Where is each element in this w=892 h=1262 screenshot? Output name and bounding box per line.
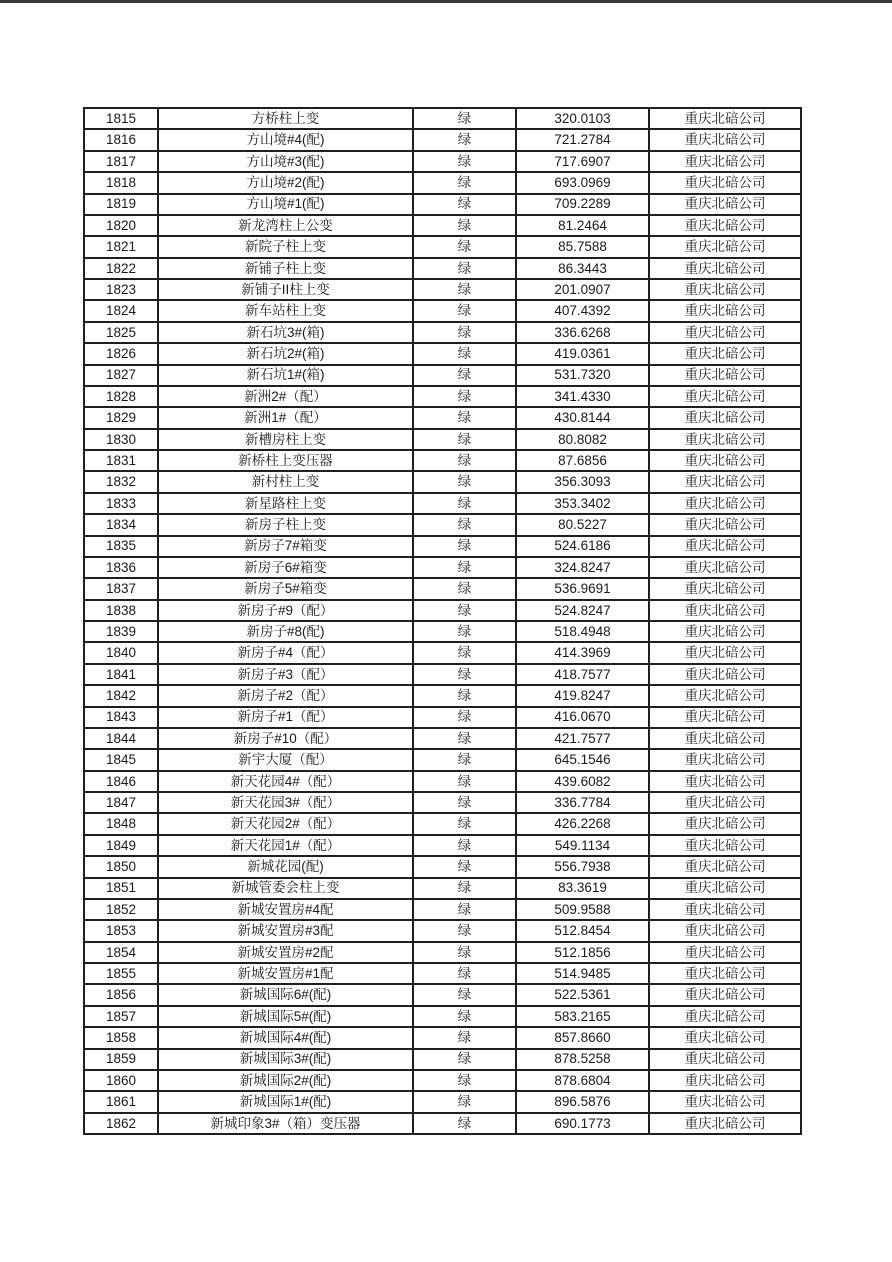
cell-id: 1824 (84, 300, 158, 321)
table-row (84, 279, 801, 300)
cell-value: 336.6268 (516, 322, 649, 343)
cell-status: 绿 (413, 685, 516, 706)
cell-status: 绿 (413, 899, 516, 920)
table-row (84, 1091, 801, 1112)
cell-company: 重庆北碚公司 (649, 920, 801, 941)
cell-company: 重庆北碚公司 (649, 1070, 801, 1091)
cell-company: 重庆北碚公司 (649, 1027, 801, 1048)
table-row (84, 578, 801, 599)
cell-id: 1857 (84, 1006, 158, 1027)
cell-name: 新铺子II柱上变 (158, 279, 413, 300)
cell-id: 1819 (84, 194, 158, 215)
cell-status: 绿 (413, 386, 516, 407)
cell-company: 重庆北碚公司 (649, 429, 801, 450)
table-row (84, 920, 801, 941)
cell-company: 重庆北碚公司 (649, 963, 801, 984)
table-row (84, 236, 801, 257)
table-row (84, 1006, 801, 1027)
table-row (84, 129, 801, 150)
cell-status: 绿 (413, 322, 516, 343)
cell-id: 1858 (84, 1027, 158, 1048)
cell-value: 690.1773 (516, 1113, 649, 1134)
cell-company: 重庆北碚公司 (649, 642, 801, 663)
cell-value: 407.4392 (516, 300, 649, 321)
cell-id: 1845 (84, 749, 158, 770)
cell-value: 518.4948 (516, 621, 649, 642)
table-row (84, 792, 801, 813)
table-row (84, 1027, 801, 1048)
cell-id: 1833 (84, 493, 158, 514)
cell-status: 绿 (413, 707, 516, 728)
cell-status: 绿 (413, 1091, 516, 1112)
table-row (84, 1049, 801, 1070)
cell-company: 重庆北碚公司 (649, 1091, 801, 1112)
cell-name: 新城安置房#1配 (158, 963, 413, 984)
cell-status: 绿 (413, 1027, 516, 1048)
cell-id: 1838 (84, 600, 158, 621)
cell-value: 324.8247 (516, 557, 649, 578)
cell-id: 1821 (84, 236, 158, 257)
cell-name: 新星路柱上变 (158, 493, 413, 514)
cell-value: 721.2784 (516, 129, 649, 150)
cell-value: 514.9485 (516, 963, 649, 984)
table-row (84, 300, 801, 321)
table-row (84, 813, 801, 834)
cell-status: 绿 (413, 215, 516, 236)
cell-value: 83.3619 (516, 878, 649, 899)
cell-id: 1847 (84, 792, 158, 813)
cell-company: 重庆北碚公司 (649, 450, 801, 471)
cell-id: 1852 (84, 899, 158, 920)
cell-company: 重庆北碚公司 (649, 172, 801, 193)
cell-value: 87.6856 (516, 450, 649, 471)
table-row (84, 728, 801, 749)
cell-status: 绿 (413, 429, 516, 450)
cell-id: 1832 (84, 471, 158, 492)
cell-company: 重庆北碚公司 (649, 621, 801, 642)
cell-company: 重庆北碚公司 (649, 151, 801, 172)
cell-id: 1859 (84, 1049, 158, 1070)
top-edge-strip (0, 0, 892, 3)
cell-id: 1840 (84, 642, 158, 663)
cell-value: 419.0361 (516, 343, 649, 364)
cell-name: 新房子#9（配） (158, 600, 413, 621)
table-row (84, 1070, 801, 1091)
table-row (84, 642, 801, 663)
cell-name: 新城花园(配) (158, 856, 413, 877)
cell-id: 1822 (84, 258, 158, 279)
cell-name: 新石坑2#(箱) (158, 343, 413, 364)
cell-name: 新龙湾柱上公变 (158, 215, 413, 236)
cell-status: 绿 (413, 771, 516, 792)
cell-name: 新城国际4#(配) (158, 1027, 413, 1048)
cell-company: 重庆北碚公司 (649, 813, 801, 834)
cell-company: 重庆北碚公司 (649, 835, 801, 856)
table-row (84, 215, 801, 236)
cell-status: 绿 (413, 151, 516, 172)
cell-company: 重庆北碚公司 (649, 471, 801, 492)
cell-id: 1823 (84, 279, 158, 300)
table-row (84, 450, 801, 471)
cell-id: 1834 (84, 514, 158, 535)
cell-status: 绿 (413, 279, 516, 300)
cell-id: 1827 (84, 365, 158, 386)
cell-id: 1825 (84, 322, 158, 343)
cell-name: 新城国际1#(配) (158, 1091, 413, 1112)
cell-company: 重庆北碚公司 (649, 407, 801, 428)
cell-company: 重庆北碚公司 (649, 771, 801, 792)
cell-id: 1816 (84, 129, 158, 150)
cell-status: 绿 (413, 963, 516, 984)
cell-status: 绿 (413, 728, 516, 749)
cell-value: 524.6186 (516, 536, 649, 557)
cell-value: 353.3402 (516, 493, 649, 514)
table-row (84, 984, 801, 1005)
cell-company: 重庆北碚公司 (649, 600, 801, 621)
cell-company: 重庆北碚公司 (649, 129, 801, 150)
table-row (84, 493, 801, 514)
cell-id: 1831 (84, 450, 158, 471)
transformer-table (83, 107, 802, 1135)
cell-id: 1817 (84, 151, 158, 172)
cell-name: 新房子#2（配） (158, 685, 413, 706)
table-row (84, 899, 801, 920)
cell-name: 新宇大厦（配） (158, 749, 413, 770)
table-row (84, 386, 801, 407)
cell-status: 绿 (413, 450, 516, 471)
cell-value: 356.3093 (516, 471, 649, 492)
table-row (84, 172, 801, 193)
cell-name: 方山境#1(配) (158, 194, 413, 215)
cell-company: 重庆北碚公司 (649, 557, 801, 578)
cell-name: 新院子柱上变 (158, 236, 413, 257)
cell-value: 717.6907 (516, 151, 649, 172)
cell-status: 绿 (413, 664, 516, 685)
cell-value: 439.6082 (516, 771, 649, 792)
cell-name: 新城安置房#4配 (158, 899, 413, 920)
cell-name: 新天花园2#（配） (158, 813, 413, 834)
cell-status: 绿 (413, 172, 516, 193)
table-row (84, 407, 801, 428)
table-row (84, 856, 801, 877)
cell-id: 1853 (84, 920, 158, 941)
cell-value: 531.7320 (516, 365, 649, 386)
table-body (84, 108, 801, 1134)
cell-status: 绿 (413, 749, 516, 770)
cell-name: 新房子#4（配） (158, 642, 413, 663)
cell-id: 1856 (84, 984, 158, 1005)
cell-name: 方山境#3(配) (158, 151, 413, 172)
cell-id: 1846 (84, 771, 158, 792)
cell-status: 绿 (413, 536, 516, 557)
cell-id: 1841 (84, 664, 158, 685)
cell-value: 416.0670 (516, 707, 649, 728)
cell-name: 方桥柱上变 (158, 108, 413, 129)
cell-company: 重庆北碚公司 (649, 322, 801, 343)
cell-company: 重庆北碚公司 (649, 258, 801, 279)
cell-id: 1843 (84, 707, 158, 728)
table-row (84, 151, 801, 172)
cell-status: 绿 (413, 1006, 516, 1027)
cell-value: 201.0907 (516, 279, 649, 300)
table-row (84, 471, 801, 492)
cell-value: 645.1546 (516, 749, 649, 770)
cell-status: 绿 (413, 365, 516, 386)
cell-value: 81.2464 (516, 215, 649, 236)
cell-name: 新天花园3#（配） (158, 792, 413, 813)
cell-company: 重庆北碚公司 (649, 536, 801, 557)
table-row (84, 1113, 801, 1134)
cell-status: 绿 (413, 471, 516, 492)
table-row (84, 514, 801, 535)
cell-company: 重庆北碚公司 (649, 578, 801, 599)
cell-id: 1818 (84, 172, 158, 193)
cell-name: 新城国际3#(配) (158, 1049, 413, 1070)
table-row (84, 343, 801, 364)
table-row (84, 664, 801, 685)
cell-id: 1839 (84, 621, 158, 642)
cell-name: 新洲2#（配） (158, 386, 413, 407)
cell-name: 新城安置房#3配 (158, 920, 413, 941)
cell-status: 绿 (413, 514, 516, 535)
cell-value: 80.5227 (516, 514, 649, 535)
cell-status: 绿 (413, 236, 516, 257)
cell-name: 新房子#8(配) (158, 621, 413, 642)
cell-name: 新槽房柱上变 (158, 429, 413, 450)
cell-name: 新洲1#（配） (158, 407, 413, 428)
cell-company: 重庆北碚公司 (649, 386, 801, 407)
cell-value: 320.0103 (516, 108, 649, 129)
cell-id: 1829 (84, 407, 158, 428)
cell-value: 512.1856 (516, 942, 649, 963)
cell-company: 重庆北碚公司 (649, 856, 801, 877)
cell-id: 1848 (84, 813, 158, 834)
cell-company: 重庆北碚公司 (649, 878, 801, 899)
cell-company: 重庆北碚公司 (649, 664, 801, 685)
cell-company: 重庆北碚公司 (649, 514, 801, 535)
cell-status: 绿 (413, 878, 516, 899)
cell-name: 新房子6#箱变 (158, 557, 413, 578)
cell-value: 85.7588 (516, 236, 649, 257)
cell-company: 重庆北碚公司 (649, 1006, 801, 1027)
cell-status: 绿 (413, 194, 516, 215)
table-row (84, 771, 801, 792)
cell-value: 509.9588 (516, 899, 649, 920)
cell-company: 重庆北碚公司 (649, 343, 801, 364)
cell-status: 绿 (413, 856, 516, 877)
cell-company: 重庆北碚公司 (649, 685, 801, 706)
cell-value: 693.0969 (516, 172, 649, 193)
cell-value: 522.5361 (516, 984, 649, 1005)
cell-status: 绿 (413, 792, 516, 813)
cell-name: 新天花园1#（配） (158, 835, 413, 856)
table-row (84, 194, 801, 215)
cell-value: 426.2268 (516, 813, 649, 834)
table-row (84, 749, 801, 770)
cell-status: 绿 (413, 258, 516, 279)
cell-value: 536.9691 (516, 578, 649, 599)
table-row (84, 835, 801, 856)
cell-value: 421.7577 (516, 728, 649, 749)
cell-name: 方山境#4(配) (158, 129, 413, 150)
cell-company: 重庆北碚公司 (649, 792, 801, 813)
cell-company: 重庆北碚公司 (649, 1113, 801, 1134)
cell-name: 新房子7#箱变 (158, 536, 413, 557)
cell-value: 857.8660 (516, 1027, 649, 1048)
cell-status: 绿 (413, 984, 516, 1005)
cell-status: 绿 (413, 493, 516, 514)
cell-id: 1851 (84, 878, 158, 899)
cell-company: 重庆北碚公司 (649, 365, 801, 386)
cell-status: 绿 (413, 343, 516, 364)
cell-value: 341.4330 (516, 386, 649, 407)
cell-value: 709.2289 (516, 194, 649, 215)
cell-company: 重庆北碚公司 (649, 728, 801, 749)
cell-id: 1837 (84, 578, 158, 599)
cell-name: 新城国际5#(配) (158, 1006, 413, 1027)
cell-id: 1830 (84, 429, 158, 450)
table-row (84, 685, 801, 706)
table-row (84, 963, 801, 984)
cell-status: 绿 (413, 129, 516, 150)
cell-id: 1835 (84, 536, 158, 557)
cell-company: 重庆北碚公司 (649, 749, 801, 770)
cell-status: 绿 (413, 835, 516, 856)
cell-id: 1842 (84, 685, 158, 706)
cell-status: 绿 (413, 1049, 516, 1070)
cell-name: 新城管委会柱上变 (158, 878, 413, 899)
cell-status: 绿 (413, 1113, 516, 1134)
cell-name: 新城安置房#2配 (158, 942, 413, 963)
table-row (84, 621, 801, 642)
cell-company: 重庆北碚公司 (649, 942, 801, 963)
table-row (84, 108, 801, 129)
cell-id: 1862 (84, 1113, 158, 1134)
cell-status: 绿 (413, 642, 516, 663)
table-row (84, 600, 801, 621)
cell-name: 方山境#2(配) (158, 172, 413, 193)
cell-value: 583.2165 (516, 1006, 649, 1027)
cell-company: 重庆北碚公司 (649, 108, 801, 129)
cell-id: 1855 (84, 963, 158, 984)
cell-status: 绿 (413, 600, 516, 621)
table-row (84, 942, 801, 963)
cell-company: 重庆北碚公司 (649, 1049, 801, 1070)
cell-value: 524.8247 (516, 600, 649, 621)
cell-name: 新石坑3#(箱) (158, 322, 413, 343)
table-row (84, 365, 801, 386)
cell-name: 新城国际6#(配) (158, 984, 413, 1005)
cell-id: 1844 (84, 728, 158, 749)
cell-name: 新房子#1（配） (158, 707, 413, 728)
cell-id: 1850 (84, 856, 158, 877)
cell-name: 新村柱上变 (158, 471, 413, 492)
cell-value: 896.5876 (516, 1091, 649, 1112)
cell-name: 新天花园4#（配） (158, 771, 413, 792)
cell-company: 重庆北碚公司 (649, 899, 801, 920)
cell-id: 1828 (84, 386, 158, 407)
cell-name: 新城国际2#(配) (158, 1070, 413, 1091)
cell-status: 绿 (413, 942, 516, 963)
cell-company: 重庆北碚公司 (649, 984, 801, 1005)
cell-status: 绿 (413, 578, 516, 599)
cell-status: 绿 (413, 557, 516, 578)
cell-company: 重庆北碚公司 (649, 493, 801, 514)
table-row (84, 536, 801, 557)
table-row (84, 557, 801, 578)
cell-name: 新房子#10（配） (158, 728, 413, 749)
cell-company: 重庆北碚公司 (649, 707, 801, 728)
cell-company: 重庆北碚公司 (649, 194, 801, 215)
cell-name: 新车站柱上变 (158, 300, 413, 321)
cell-id: 1849 (84, 835, 158, 856)
cell-company: 重庆北碚公司 (649, 279, 801, 300)
table-row (84, 258, 801, 279)
cell-status: 绿 (413, 1070, 516, 1091)
cell-value: 549.1134 (516, 835, 649, 856)
cell-value: 86.3443 (516, 258, 649, 279)
cell-id: 1860 (84, 1070, 158, 1091)
table-row (84, 878, 801, 899)
cell-name: 新城印象3#（箱）变压器 (158, 1113, 413, 1134)
cell-name: 新房子柱上变 (158, 514, 413, 535)
cell-name: 新铺子柱上变 (158, 258, 413, 279)
cell-company: 重庆北碚公司 (649, 300, 801, 321)
cell-value: 878.5258 (516, 1049, 649, 1070)
table-row (84, 707, 801, 728)
cell-value: 430.8144 (516, 407, 649, 428)
cell-status: 绿 (413, 621, 516, 642)
cell-value: 878.6804 (516, 1070, 649, 1091)
table-row (84, 322, 801, 343)
cell-company: 重庆北碚公司 (649, 215, 801, 236)
cell-value: 414.3969 (516, 642, 649, 663)
table-row (84, 429, 801, 450)
cell-status: 绿 (413, 813, 516, 834)
cell-value: 336.7784 (516, 792, 649, 813)
cell-name: 新桥柱上变压器 (158, 450, 413, 471)
cell-id: 1815 (84, 108, 158, 129)
cell-id: 1826 (84, 343, 158, 364)
cell-id: 1861 (84, 1091, 158, 1112)
cell-value: 80.8082 (516, 429, 649, 450)
cell-status: 绿 (413, 920, 516, 941)
cell-name: 新房子#3（配） (158, 664, 413, 685)
cell-status: 绿 (413, 407, 516, 428)
cell-status: 绿 (413, 300, 516, 321)
cell-name: 新石坑1#(箱) (158, 365, 413, 386)
cell-name: 新房子5#箱变 (158, 578, 413, 599)
cell-value: 556.7938 (516, 856, 649, 877)
cell-value: 419.8247 (516, 685, 649, 706)
cell-id: 1820 (84, 215, 158, 236)
cell-id: 1854 (84, 942, 158, 963)
cell-value: 512.8454 (516, 920, 649, 941)
cell-status: 绿 (413, 108, 516, 129)
cell-id: 1836 (84, 557, 158, 578)
cell-value: 418.7577 (516, 664, 649, 685)
cell-company: 重庆北碚公司 (649, 236, 801, 257)
